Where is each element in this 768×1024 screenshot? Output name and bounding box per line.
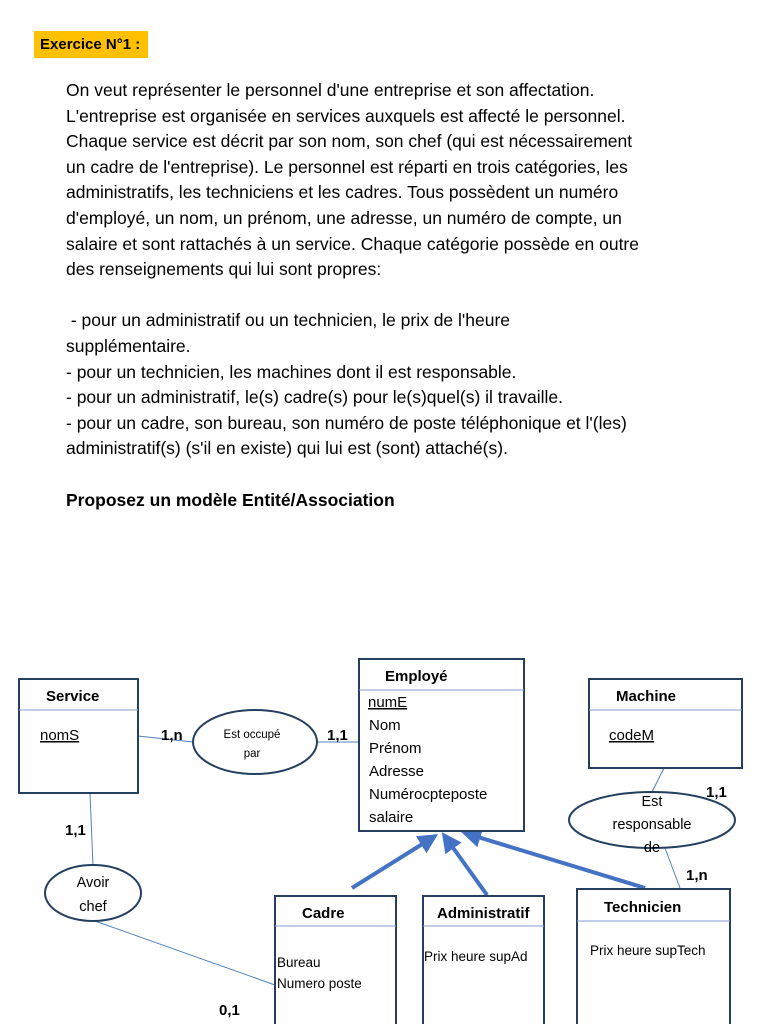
entity-employe-title: Employé <box>385 668 448 685</box>
association-label: Avoir <box>76 875 110 891</box>
paragraph-line: L'entreprise est organisée en services auxquels est affecté le personnel. <box>66 105 626 126</box>
entity-technicien-title: Technicien <box>604 899 682 916</box>
association-label: responsable <box>612 817 692 833</box>
cardinality-machine-resp: 1,1 <box>706 784 727 801</box>
entity-employe-attr: numE <box>368 694 408 711</box>
entity-administratif[interactable] <box>423 896 544 1024</box>
inherit-arrow-cadre <box>352 838 432 888</box>
paragraph-line: Chaque service est décrit par son nom, son chef (qui est nécessairement <box>66 131 633 152</box>
exercise-title: Exercice N°1 : <box>34 31 148 58</box>
link-service-chef <box>90 793 93 866</box>
list-line: - pour un cadre, son bureau, son numéro de poste téléphonique et l'(les) <box>66 412 627 433</box>
list-line: - pour un administratif, le(s) cadre(s) pour le(s)quel(s) il travaille. <box>66 387 563 408</box>
association-label: Est occupé <box>223 729 281 741</box>
paragraph-line: un cadre de l'entreprise). Le personnel est réparti en trois catégories, les <box>66 156 628 177</box>
entity-service-title: Service <box>46 688 100 705</box>
paragraph-line: administratifs, les techniciens et les cadres. Tous possèdent un numéro <box>66 182 619 203</box>
association-est-occupe-par[interactable] <box>193 710 317 774</box>
cardinality-cadre-chef: 0,1 <box>219 1002 240 1019</box>
paragraph-line: On veut représenter le personnel d'une entreprise et son affectation. <box>66 80 595 100</box>
entity-employe-attr: salaire <box>369 809 414 826</box>
list-line: administratif(s) (s'il en existe) qui lui est (sont) attaché(s). <box>66 438 508 459</box>
entity-employe-attr: Nom <box>369 717 401 734</box>
association-label: de <box>643 840 661 856</box>
entity-cadre-title: Cadre <box>302 905 345 922</box>
paragraph-line: des renseignements qui lui sont propres: <box>66 259 382 280</box>
paragraph-line: salaire et sont rattachés à un service. Chaque catégorie possède en outre <box>66 233 639 254</box>
entity-employe[interactable] <box>359 659 524 831</box>
cardinality-technicien-resp: 1,n <box>686 867 708 884</box>
entity-cadre-attr: Numero poste <box>277 976 362 991</box>
list-line: supplémentaire. <box>66 335 191 356</box>
entity-service-attr: nomS <box>40 727 80 744</box>
entity-employe-attr: Numérocpteposte <box>369 786 488 803</box>
entity-machine-title: Machine <box>616 688 677 705</box>
link-chef-cadre <box>95 921 275 985</box>
paragraph-line: d'employé, un nom, un prénom, une adresse, un numéro de compte, un <box>66 207 622 228</box>
entity-technicien-attr: Prix heure supTech <box>590 943 706 958</box>
list-line: - pour un technicien, les machines dont il est responsable. <box>66 361 517 382</box>
entity-technicien[interactable] <box>577 889 730 1024</box>
association-label: par <box>243 748 261 760</box>
entity-administratif-attr: Prix heure supAd <box>424 949 528 964</box>
entity-service[interactable] <box>19 679 138 793</box>
entity-cadre-attr: Bureau <box>277 955 321 970</box>
entity-employe-attr: Prénom <box>369 740 422 757</box>
entity-cadre[interactable] <box>275 896 396 1024</box>
association-label: chef <box>79 899 107 915</box>
association-avoir-chef[interactable] <box>45 865 141 921</box>
link-machine-resp <box>652 768 664 792</box>
list-line: - pour un administratif ou un technicien, le prix de l'heure <box>66 310 511 331</box>
cardinality-service-chef: 1,1 <box>65 822 86 839</box>
inherit-arrow-administratif <box>446 838 487 895</box>
entity-machine[interactable] <box>589 679 742 768</box>
question: Proposez un modèle Entité/Association <box>66 489 395 510</box>
association-est-responsable-de[interactable] <box>569 792 735 856</box>
entity-employe-attr: Adresse <box>369 763 425 780</box>
cardinality-employe-occupe: 1,1 <box>327 727 348 744</box>
entity-machine-attr: codeM <box>609 727 655 744</box>
association-label: Est <box>641 794 663 810</box>
link-resp-technicien <box>665 848 680 888</box>
cardinality-service-occupe: 1,n <box>161 727 183 744</box>
entity-administratif-title: Administratif <box>437 905 530 922</box>
